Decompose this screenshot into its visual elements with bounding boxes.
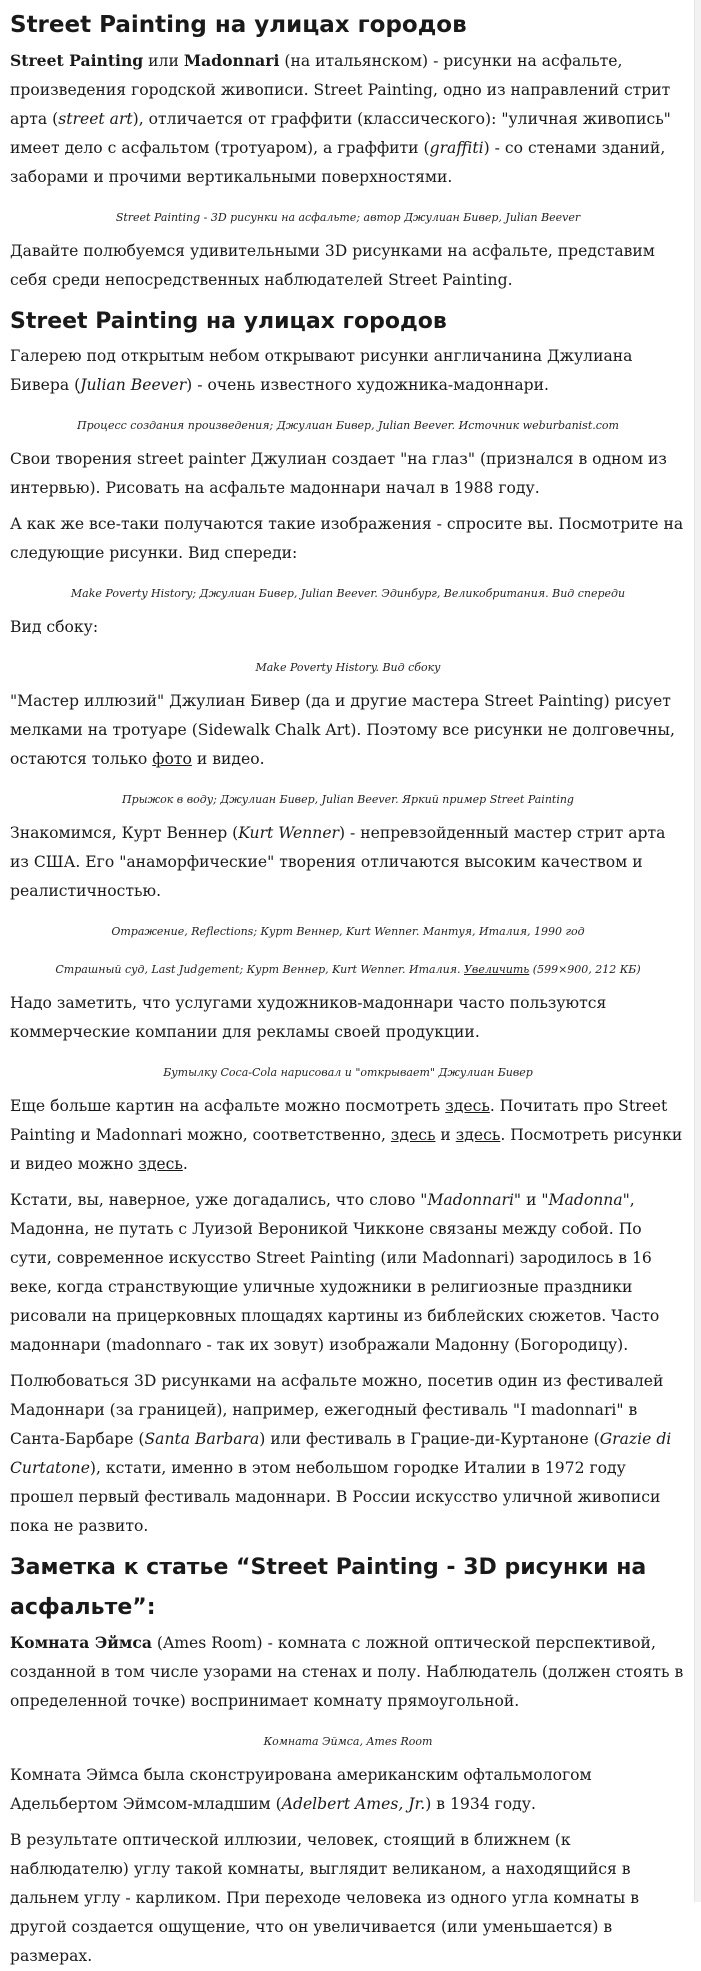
section-heading: Заметка к статье “Street Painting - 3D рисунки на асфальте”:: [10, 1555, 647, 1620]
text-run: Полюбоваться 3D рисунками на асфальте можно, посетив один из фестивалей Мадоннари (за границей), например, ежегодный фестиваль "I madonnari" в Санта-Барбаре (: [10, 1372, 664, 1448]
intro-paragraph: [10, 46, 686, 192]
page-title: Street Painting на улицах городов: [10, 12, 467, 38]
image-caption: Бутылку Coca-Cola нарисовал и "открывает" Джулиан Бивер: [163, 1066, 533, 1079]
image-caption: Комната Эймса, Ames Room: [263, 1735, 433, 1748]
text-run: ) - очень известного художника-мадоннари.: [186, 376, 550, 394]
term-madonnari-quoted: "Madonnari": [420, 1191, 522, 1209]
image-caption: Street Painting - 3D рисунки на асфальте; автор Джулиан Бивер, Julian Beever: [115, 211, 581, 224]
image-caption: [10, 951, 686, 989]
paragraph: В результате оптической иллюзии, человек, стоящий в ближнем (к наблюдателю) углу такой комнаты, выглядит великаном, а находящийся в дальнем углу - карликом. При переходе человека из одного угла комнаты в другой создается ощущение, что он увеличивается (или уменьшается) в размерах.: [10, 1831, 640, 1965]
text-run: , Мадонна, не путать с Луизой Вероникой Чикконе связаны между собой. По сути, современное искусство Street Painting (или Madonnari) зародилось в 16 веке, когда странствующие уличные художники в религиозные праздники рисовали на прицерковных площадях картины из библейских сюжетов. Часто мадоннари (madonnaro - так их зовут) изображали Мадонну (Богородицу).: [10, 1191, 660, 1354]
paragraph: [10, 1367, 686, 1541]
text-run: ) в 1934 году.: [425, 1795, 536, 1813]
photo-link[interactable]: фото: [152, 750, 192, 768]
term-street-painting: Street Painting: [10, 51, 144, 70]
text-run: Галерею под открытым небом открывают рисунки англичанина Джулиана Бивера (: [10, 347, 633, 394]
paragraph: [10, 1628, 686, 1716]
text-run: ) - непревзойденный мастер стрит арта из США. Его "анаморфические" творения отличаются высоким качеством и реалистичностью.: [10, 824, 666, 900]
paragraph: А как же все-таки получаются такие изображения - спросите вы. Посмотрите на следующие рисунки. Вид спереди:: [10, 515, 684, 562]
text-run: ) или фестиваль в Грацие-ди-Куртаноне (: [259, 1430, 600, 1448]
text-run: Страшный суд, Last Judgement; Курт Веннер, Kurt Wenner. Италия.: [55, 963, 464, 976]
here-link-3[interactable]: здесь: [455, 1126, 501, 1144]
text-run: (599×900, 212 КБ): [529, 963, 641, 976]
image-caption: Make Poverty History; Джулиан Бивер, Julian Beever. Эдинбург, Великобритания. Вид спереди: [70, 587, 626, 600]
place-santa-barbara: Santa Barbara: [144, 1430, 260, 1448]
image-caption: Прыжок в воду; Джулиан Бивер, Julian Beever. Яркий пример Street Painting: [122, 793, 574, 806]
paragraph: Надо заметить, что услугами художников-мадоннари часто пользуются коммерческие компании для рекламы своей продукции.: [10, 994, 607, 1041]
here-link-1[interactable]: здесь: [445, 1097, 490, 1115]
image-caption: Процесс создания произведения; Джулиан Бивер, Julian Beever. Источник weburbanist.com: [77, 419, 619, 432]
name-julian-beever: Julian Beever: [80, 376, 187, 394]
term-graffiti: graffiti: [429, 139, 484, 157]
term-madonna-quoted: "Madonna": [541, 1191, 630, 1209]
paragraph: [10, 342, 686, 400]
text-run: ), кстати, именно в этом небольшом городке Италии в 1972 году прошел первый фестиваль мадоннари. В России искусство уличной живописи пока не развито.: [10, 1459, 661, 1535]
term-madonnari: Madonnari: [183, 51, 280, 70]
here-link-2[interactable]: здесь: [390, 1126, 436, 1144]
text-run: Знакомимся, Курт Веннер (: [10, 824, 239, 842]
text-run: . Почитать про Street Painting и Madonnari можно, соответственно,: [10, 1097, 668, 1144]
image-caption: Make Poverty History. Вид сбоку: [255, 661, 441, 674]
text-run: ), отличается от граффити (классического): "уличная живопись" имеет дело с асфальтом (тротуаром), а граффити (: [10, 110, 671, 157]
text-run: Комната Эймса была сконструирована американским офтальмологом Адельбертом Эймсом-младшим (: [10, 1766, 592, 1813]
term-street-art: street art: [58, 110, 133, 128]
text-run: ) - со стенами зданий, заборами и прочими вертикальными поверхностями.: [10, 139, 666, 186]
paragraph: [10, 687, 686, 774]
text-run: Еще больше картин на асфальте можно посмотреть: [10, 1097, 446, 1115]
paragraph: Вид сбоку:: [10, 618, 99, 636]
enlarge-link[interactable]: Увеличить: [463, 963, 530, 976]
term-ames-room: Комната Эймса: [10, 1633, 152, 1652]
paragraph: [10, 1092, 686, 1179]
text-run: "Мастер иллюзий" Джулиан Бивер (да и другие мастера Street Painting) рисует мелками на тротуаре (Sidewalk Chalk Art). Поэтому все рисунки не долговечны, остаются только: [10, 692, 675, 768]
text-run: и видео.: [191, 750, 265, 768]
text-run: или: [143, 52, 184, 70]
section-heading: Street Painting на улицах городов: [10, 309, 447, 334]
place-grazie-di-curtatone: Grazie di Curtatone: [10, 1430, 672, 1477]
image-caption: Отражение, Reflections; Курт Веннер, Kurt Wenner. Мантуя, Италия, 1990 год: [111, 925, 585, 938]
text-run: (Ames Room) - комната с ложной оптической перспективой, созданной в том числе узорами на стенах и полу. Наблюдатель (должен стоять в определенной точке) воспринимает комнату прямоугольной.: [10, 1634, 684, 1710]
text-run: Кстати, вы, наверное, уже догадались, что слово: [10, 1191, 421, 1209]
article-content: [10, 4, 686, 1971]
paragraph: Свои творения street painter Джулиан создает "на глаз" (признался в одном из интервью). Рисовать на асфальте мадоннари начал в 1988 году.: [10, 450, 667, 497]
paragraph: [10, 1761, 686, 1819]
text-run: .: [182, 1155, 188, 1173]
text-run: и: [435, 1126, 456, 1144]
text-run: (на итальянском) - рисунки на асфальте, произведения городской живописи. Street Painting, одно из направлений стрит арта (: [10, 52, 671, 128]
text-run: . Посмотреть рисунки и видео можно: [10, 1126, 683, 1173]
paragraph: [10, 1186, 686, 1360]
right-border: [694, 0, 701, 1902]
text-run: и: [521, 1191, 542, 1209]
here-link-4[interactable]: здесь: [138, 1155, 183, 1173]
name-kurt-wenner: Kurt Wenner: [238, 824, 339, 842]
paragraph: [10, 819, 686, 906]
name-adelbert-ames: Adelbert Ames, Jr.: [281, 1795, 426, 1813]
paragraph: Давайте полюбуемся удивительными 3D рисунками на асфальте, представим себя среди непосредственных наблюдателей Street Painting.: [10, 242, 655, 289]
